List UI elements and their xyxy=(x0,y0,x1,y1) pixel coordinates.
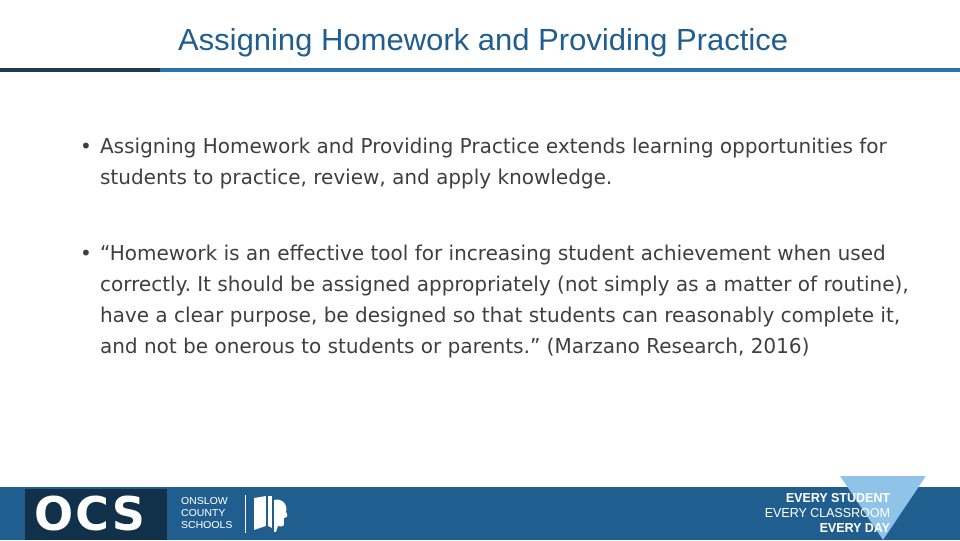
bullet-list xyxy=(80,131,910,407)
school-name xyxy=(181,495,243,531)
school-name-line: COUNTY xyxy=(181,507,226,519)
school-name-line: SCHOOLS xyxy=(181,519,233,531)
bullet-marker: • xyxy=(80,134,92,158)
tagline xyxy=(765,491,890,536)
bullet-text: “Homework is an effective tool for increasing student achievement when used correctly. It should be assigned appropriately (not simply as a matter of routine), have a clear purpose, be designed so that students can reasonably complete it, and not be onerous to students or parents.” (Marzano Research, 2016) xyxy=(100,241,909,358)
tagline-line: EVERY STUDENT xyxy=(785,491,890,505)
bullet-marker: • xyxy=(80,241,92,265)
tagline-line: EVERY CLASSROOM xyxy=(764,506,890,520)
school-name-line: ONSLOW xyxy=(181,495,228,507)
logo-separator xyxy=(245,495,246,533)
slide-title: Assigning Homework and Providing Practice xyxy=(178,22,788,57)
book-head-icon xyxy=(252,492,292,536)
bullet-item xyxy=(80,238,910,362)
logo-text: OCS xyxy=(34,487,147,541)
tagline-line: EVERY DAY xyxy=(819,521,890,535)
bullet-item xyxy=(80,131,910,193)
title-rule-dark xyxy=(0,68,160,72)
title-rule-light xyxy=(160,68,960,72)
bullet-text: Assigning Homework and Providing Practice extends learning opportunities for students to practice, review, and apply knowledge. xyxy=(100,134,887,189)
